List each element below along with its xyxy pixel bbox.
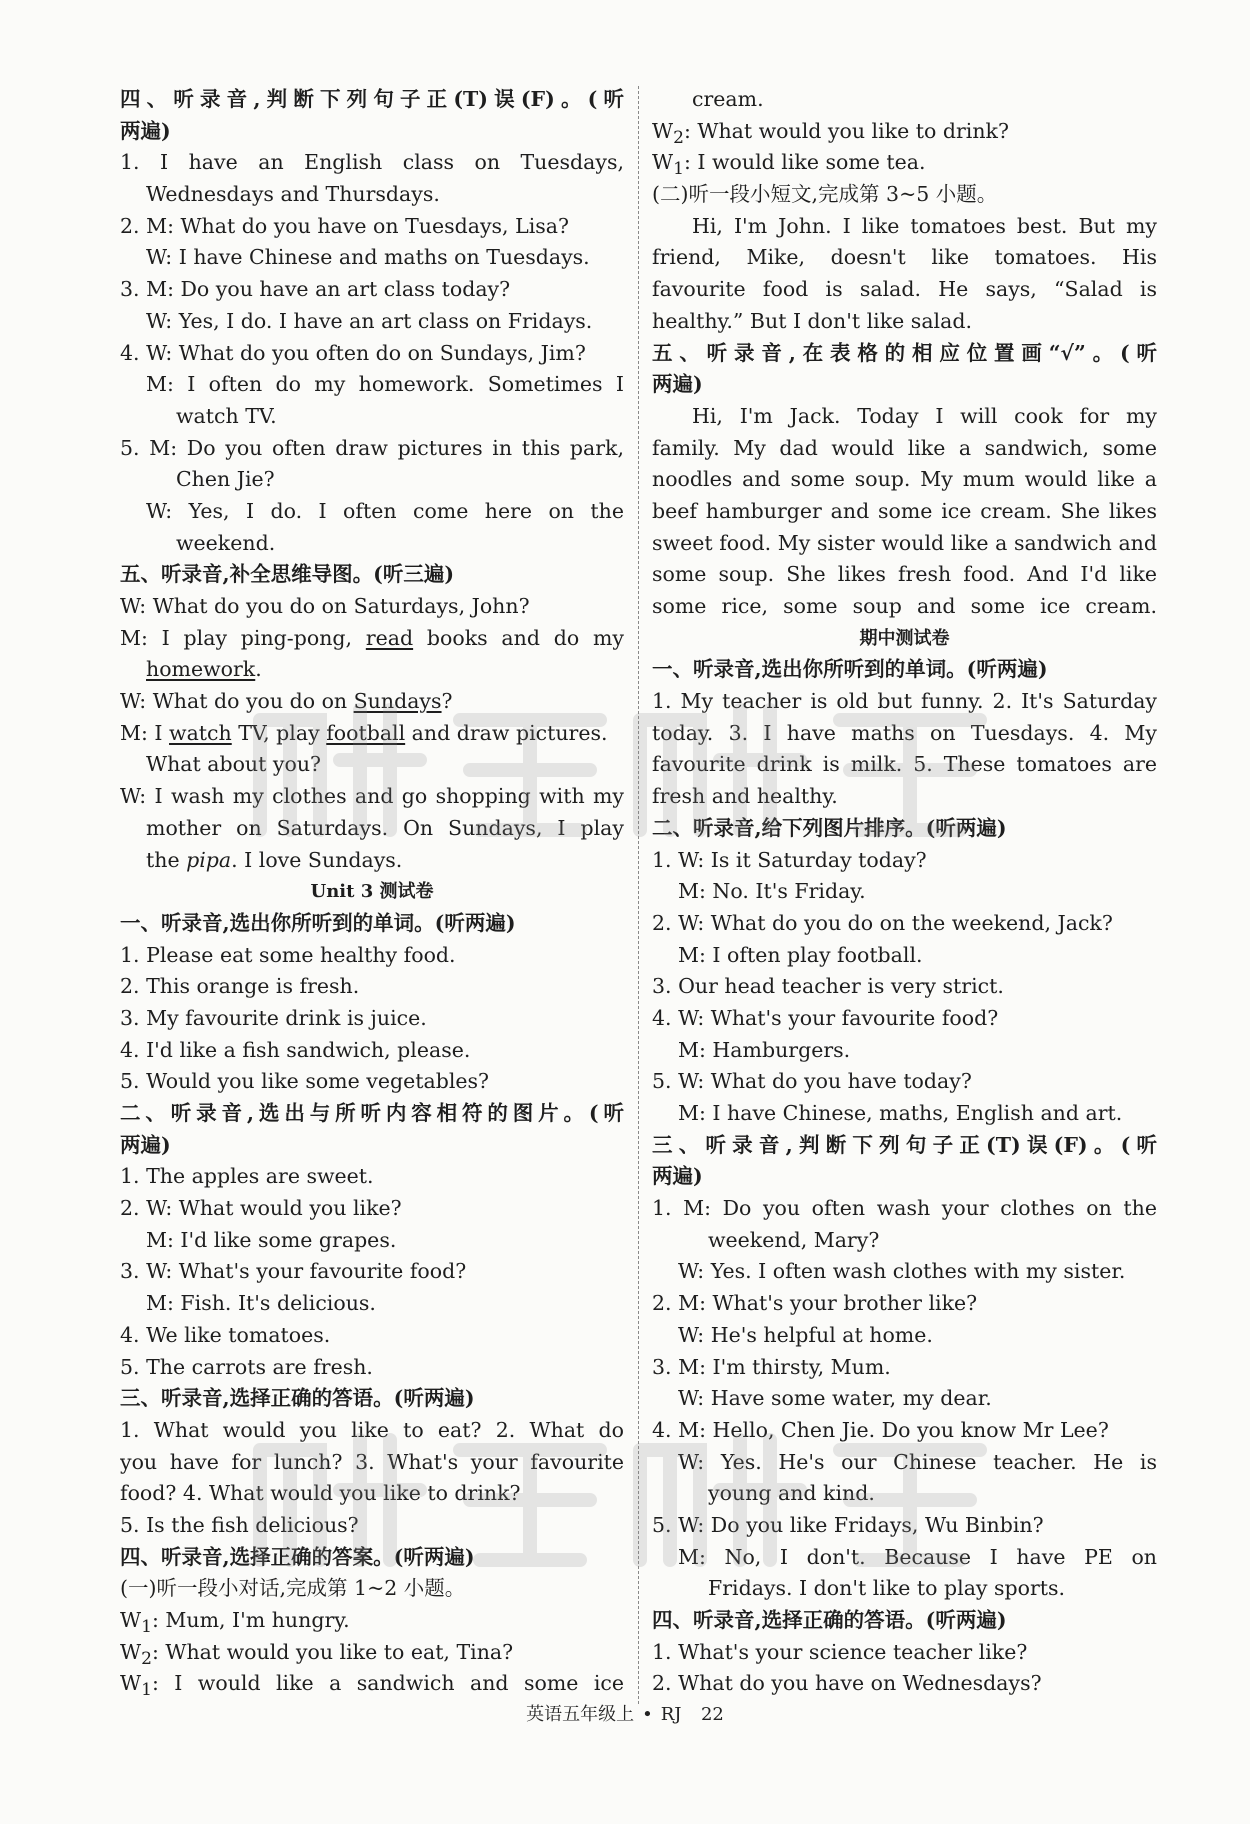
text-line: $W_2$: What would you like to drink? bbox=[652, 118, 1009, 148]
text-line: 2. What do you have on Wednesdays? bbox=[652, 1671, 1042, 1696]
text-line: 5. The carrots are fresh. bbox=[120, 1354, 373, 1379]
section-heading: 两遍) bbox=[120, 1132, 171, 1157]
text-line: weekend, Mary? bbox=[708, 1227, 880, 1252]
text-line: (二)听一段小短文,完成第 3~5 小题。 bbox=[652, 182, 998, 207]
text-line: $W_1$: I would like some tea. bbox=[652, 150, 926, 180]
section-heading: 五、听录音,在表格的相应位置画“√”。(听 bbox=[652, 340, 1157, 365]
text-line: 1. The apples are sweet. bbox=[120, 1164, 374, 1189]
text-line: M: I play ping-pong, read books and do my bbox=[120, 625, 624, 650]
text-line: the pipa. I love Sundays. bbox=[146, 847, 403, 872]
text-line: fresh and healthy. bbox=[652, 784, 838, 809]
section-heading: 五、听录音,补全思维导图。(听三遍) bbox=[120, 562, 455, 587]
text-line: cream. bbox=[692, 87, 764, 111]
text-line: today. 3. I have maths on Tuesdays. 4. My bbox=[652, 720, 1157, 745]
text-line: 1. W: Is it Saturday today? bbox=[652, 847, 927, 872]
text-line: 4. We like tomatoes. bbox=[120, 1322, 331, 1347]
text-line: W: Have some water, my dear. bbox=[678, 1386, 992, 1411]
text-line: M: No. It's Friday. bbox=[678, 879, 866, 904]
text-line: 3. M: I'm thirsty, Mum. bbox=[652, 1354, 891, 1379]
text-line: Fridays. I don't like to play sports. bbox=[708, 1576, 1066, 1601]
text-line: 3. W: What's your favourite food? bbox=[120, 1259, 467, 1284]
text-line: 2. This orange is fresh. bbox=[120, 974, 360, 999]
text-line: 3. Our head teacher is very strict. bbox=[652, 974, 1004, 999]
text-line: 3. M: Do you have an art class today? bbox=[120, 277, 511, 302]
watermark bbox=[240, 690, 620, 881]
text-line: 1. What's your science teacher like? bbox=[652, 1639, 1028, 1664]
section-heading: 一、听录音,选出你所听到的单词。(听两遍) bbox=[120, 910, 516, 935]
section-heading: 三、听录音,判断下列句子正(T)误(F)。(听 bbox=[652, 1132, 1157, 1157]
section-heading: 四、听录音,选择正确的答语。(听两遍) bbox=[652, 1608, 1007, 1632]
text-line: weekend. bbox=[176, 530, 276, 555]
text-line: M: I have Chinese, maths, English and art. bbox=[678, 1101, 1123, 1125]
text-line: 1. My teacher is old but funny. 2. It's Saturday bbox=[652, 689, 1157, 714]
text-line: Chen Jie? bbox=[176, 467, 275, 492]
text-line: $W_1$: I would like a sandwich and some ice bbox=[120, 1671, 624, 1701]
page-number: 22 bbox=[700, 1704, 724, 1725]
text-line: Hi, I'm John. I like tomatoes best. But my bbox=[692, 213, 1157, 238]
section-heading: 一、听录音,选出你所听到的单词。(听两遍) bbox=[652, 657, 1048, 682]
text-line: 2. W: What do you do on the weekend, Jack? bbox=[652, 910, 1113, 935]
text-line: 4. I'd like a fish sandwich, please. bbox=[120, 1037, 471, 1062]
text-line: W: Yes. He's our Chinese teacher. He is bbox=[678, 1449, 1157, 1474]
footer-edition: RJ bbox=[660, 1704, 682, 1725]
text-line: W: What do you do on Sundays? bbox=[120, 689, 453, 714]
section-heading: 二、听录音,给下列图片排序。(听两遍) bbox=[652, 815, 1007, 840]
watermark bbox=[240, 1420, 620, 1611]
text-line: W: Yes. I often wash clothes with my sister. bbox=[678, 1259, 1126, 1284]
text-line: noodles and some soup. My mum would like a bbox=[652, 467, 1157, 492]
text-line: W: He's helpful at home. bbox=[678, 1322, 933, 1347]
text-line: M: No, I don't. Because I have PE on bbox=[678, 1544, 1157, 1569]
section-heading: 两遍) bbox=[652, 372, 703, 397]
watermark bbox=[620, 690, 1000, 881]
text-line: M: I often do my homework. Sometimes I bbox=[146, 372, 624, 397]
section-heading: 四、听录音,判断下列句子正(T)误(F)。(听 bbox=[120, 87, 624, 111]
text-line: some rice, some soup and some ice cream. bbox=[652, 594, 1157, 618]
text-line: favourite drink is milk. 5. These tomatoes are bbox=[652, 752, 1157, 777]
text-line: food? 4. What would you like to drink? bbox=[120, 1481, 521, 1506]
section-heading: 两遍) bbox=[120, 118, 171, 143]
text-line: beef hamburger and some ice cream. She likes bbox=[652, 498, 1157, 523]
text-line: watch TV. bbox=[176, 403, 277, 428]
text-line: $W_2$: What would you like to eat, Tina? bbox=[120, 1639, 514, 1669]
text-line: M: I watch TV, play football and draw pictures. bbox=[120, 720, 608, 745]
text-line: 4. W: What do you often do on Sundays, Jim? bbox=[120, 340, 586, 365]
text-line: W: I wash my clothes and go shopping with my bbox=[120, 784, 624, 809]
text-line: some soup. She likes fresh food. And I'd like bbox=[652, 562, 1157, 587]
text-line: Wednesdays and Thursdays. bbox=[146, 182, 440, 207]
text-line: M: Fish. It's delicious. bbox=[146, 1291, 376, 1316]
text-line: 4. W: What's your favourite food? bbox=[652, 1005, 999, 1030]
text-line: 4. M: Hello, Chen Jie. Do you know Mr Lee? bbox=[652, 1417, 1109, 1442]
page-footer bbox=[0, 1700, 1250, 1726]
watermark bbox=[620, 1420, 1000, 1611]
text-line: 1. M: Do you often wash your clothes on the bbox=[652, 1196, 1157, 1221]
text-line: What about you? bbox=[146, 752, 322, 777]
text-line: 5. Would you like some vegetables? bbox=[120, 1069, 490, 1094]
text-line: mother on Saturdays. On Sundays, I play bbox=[146, 815, 624, 840]
text-line: Hi, I'm Jack. Today I will cook for my bbox=[692, 403, 1157, 428]
text-line: W: Yes, I do. I often come here on the bbox=[146, 498, 624, 523]
text-line: W: I have Chinese and maths on Tuesdays. bbox=[146, 245, 590, 270]
text-line: 5. W: What do you have today? bbox=[652, 1069, 972, 1094]
text-line: 2. M: What do you have on Tuesdays, Lisa? bbox=[120, 213, 569, 238]
text-line: 1. Please eat some healthy food. bbox=[120, 942, 456, 967]
section-title: Unit 3 测试卷 bbox=[310, 881, 434, 903]
text-line: sweet food. My sister would like a sandwich and bbox=[652, 530, 1157, 555]
text-line: M: I'd like some grapes. bbox=[146, 1227, 397, 1252]
section-heading: 三、听录音,选择正确的答语。(听两遍) bbox=[120, 1386, 475, 1411]
footer-separator: • bbox=[642, 1704, 653, 1725]
text-line: 2. W: What would you like? bbox=[120, 1196, 402, 1221]
text-line: 1. What would you like to eat? 2. What do bbox=[120, 1417, 624, 1442]
text-line: M: I often play football. bbox=[678, 942, 923, 967]
footer-subject: 英语五年级上 bbox=[526, 1704, 635, 1725]
section-title: 期中测试卷 bbox=[859, 627, 950, 649]
text-line: 5. Is the fish delicious? bbox=[120, 1512, 359, 1537]
text-line: 3. My favourite drink is juice. bbox=[120, 1005, 427, 1030]
text-line: W: What do you do on Saturdays, John? bbox=[120, 594, 530, 618]
text-line: family. My dad would like a sandwich, some bbox=[652, 435, 1157, 460]
text-line: W: Yes, I do. I have an art class on Fridays. bbox=[146, 308, 593, 333]
text-line: 1. I have an English class on Tuesdays, bbox=[120, 150, 624, 175]
text-line: M: Hamburgers. bbox=[678, 1037, 851, 1062]
text-line: favourite food is salad. He says, “Salad is bbox=[652, 277, 1157, 302]
text-line: $W_1$: Mum, I'm hungry. bbox=[120, 1608, 350, 1637]
text-line: 5. W: Do you like Fridays, Wu Binbin? bbox=[652, 1512, 1044, 1537]
text-line: 2. M: What's your brother like? bbox=[652, 1291, 978, 1316]
text-line: healthy.” But I don't like salad. bbox=[652, 308, 972, 333]
text-line: friend, Mike, doesn't like tomatoes. His bbox=[652, 245, 1157, 270]
section-heading: 四、听录音,选择正确的答案。(听两遍) bbox=[120, 1544, 475, 1569]
text-line: homework. bbox=[146, 657, 262, 682]
text-line: you have for lunch? 3. What's your favourite bbox=[120, 1449, 624, 1474]
section-heading: 二、听录音,选出与所听内容相符的图片。(听 bbox=[120, 1101, 624, 1125]
section-heading: 两遍) bbox=[652, 1164, 703, 1189]
text-line: young and kind. bbox=[708, 1481, 875, 1506]
text-line: 5. M: Do you often draw pictures in this park, bbox=[120, 435, 624, 460]
text-line: (一)听一段小对话,完成第 1~2 小题。 bbox=[120, 1576, 466, 1601]
